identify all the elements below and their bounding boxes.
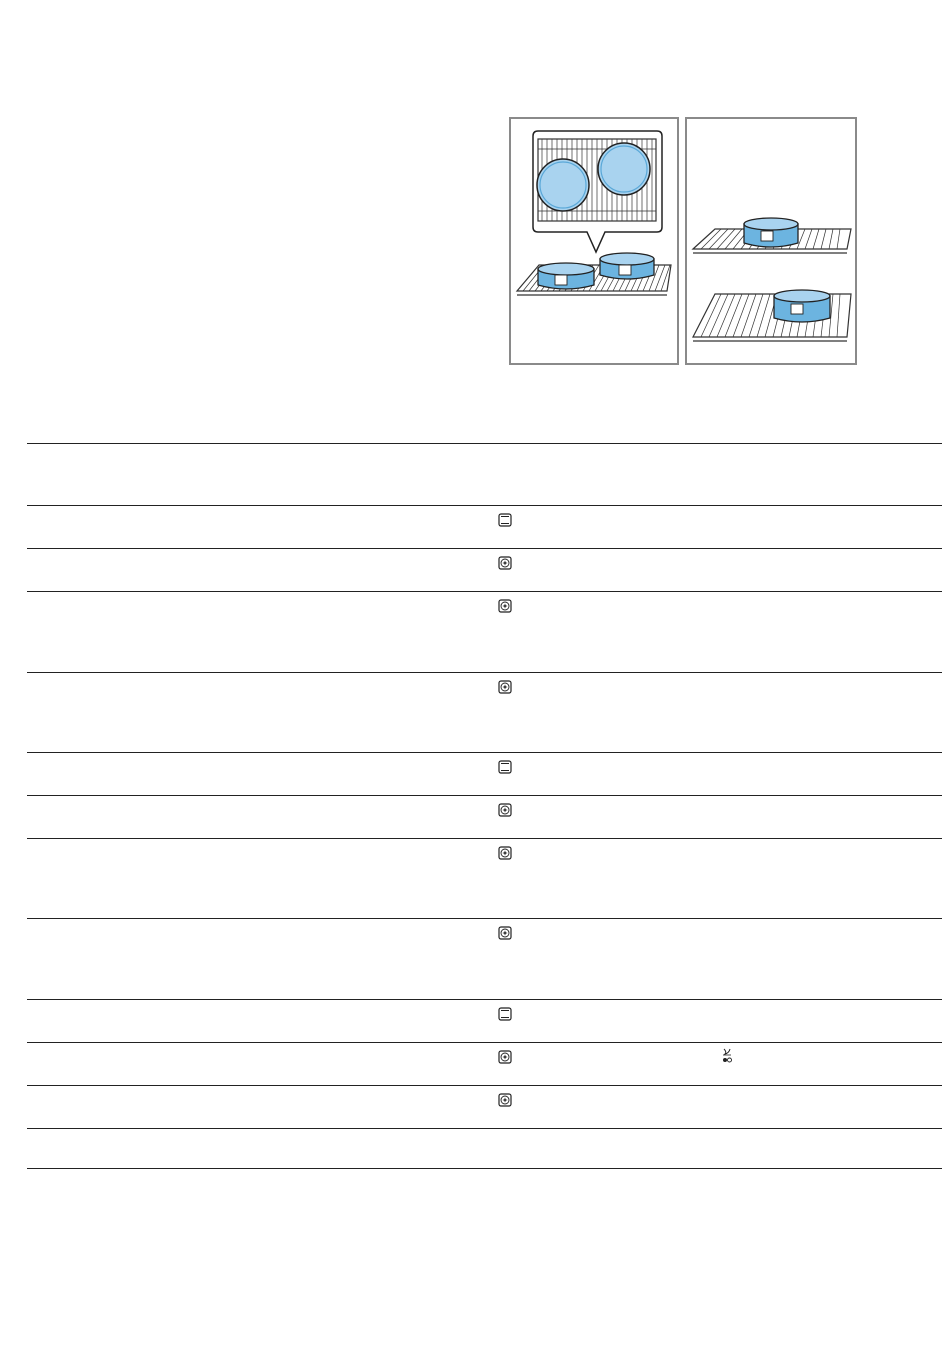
hot-air-icon <box>498 556 512 570</box>
hot-air-icon <box>498 599 512 613</box>
table-row <box>27 1128 942 1169</box>
table-row <box>27 591 942 672</box>
table-row <box>27 918 942 999</box>
table-row <box>27 1042 942 1085</box>
table-row <box>27 795 942 838</box>
baking-table <box>27 443 942 1169</box>
two-levels-illustration <box>687 119 855 363</box>
top-bottom-heat-icon <box>498 1007 512 1021</box>
table-row <box>27 752 942 795</box>
hot-air-icon <box>498 680 512 694</box>
table-row <box>27 838 942 918</box>
table-row <box>27 672 942 752</box>
hot-air-icon <box>498 1093 512 1107</box>
two-tins-illustration <box>511 119 677 363</box>
table-row <box>27 548 942 591</box>
preheat-icon <box>720 1048 734 1064</box>
hot-air-icon <box>498 803 512 817</box>
baking-illustration <box>509 117 857 367</box>
table-header-row <box>27 443 942 505</box>
table-row <box>27 505 942 548</box>
hot-air-icon <box>498 926 512 940</box>
top-bottom-heat-icon <box>498 760 512 774</box>
top-bottom-heat-icon <box>498 513 512 527</box>
hot-air-icon <box>498 846 512 860</box>
two-tins-panel <box>509 117 679 365</box>
table-row <box>27 999 942 1042</box>
two-levels-panel <box>685 117 857 365</box>
table-row <box>27 1085 942 1128</box>
hot-air-icon <box>498 1050 512 1064</box>
